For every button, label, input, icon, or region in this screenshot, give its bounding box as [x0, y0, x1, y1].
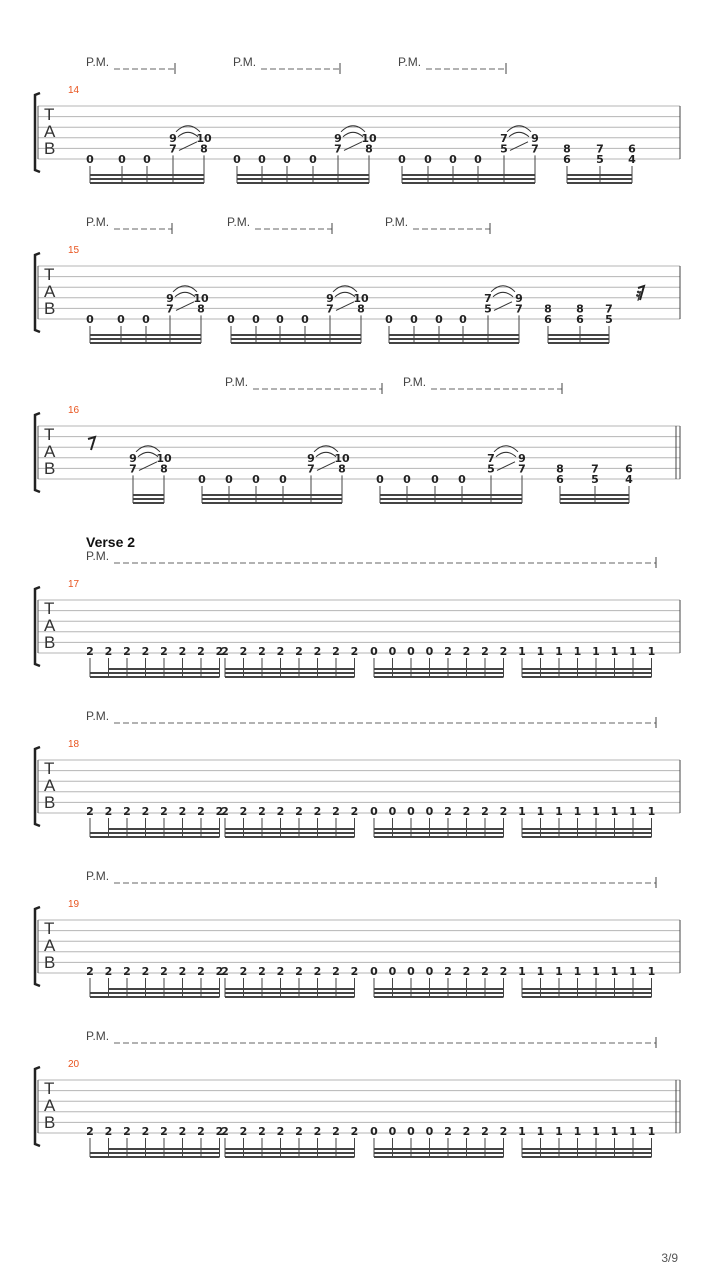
fret-number: 2 [215, 965, 224, 978]
measure-number: 19 [68, 899, 80, 910]
fret-number: 2 [123, 805, 131, 818]
fret-number: 2 [221, 1125, 229, 1138]
fret-number: 2 [104, 1125, 113, 1138]
slide-line [179, 142, 197, 151]
fret-number: 8 [365, 142, 373, 156]
fret-number: 9 [169, 131, 177, 145]
slur [138, 452, 158, 457]
fret-number: 2 [462, 645, 471, 658]
fret-number: 2 [444, 645, 452, 658]
fret-number: 2 [332, 645, 340, 658]
fret-number: 0 [258, 153, 266, 166]
fret-number: 8 [556, 462, 564, 476]
tab-clef-letter: B [44, 299, 56, 318]
fret-number: 1 [555, 645, 563, 658]
fret-number: 2 [104, 805, 113, 818]
fret-number: 6 [563, 153, 571, 166]
fret-number: 5 [605, 313, 613, 326]
fret-number: 1 [592, 805, 600, 818]
tab-system [35, 55, 680, 183]
fret-number: 2 [197, 645, 205, 658]
fret-number: 2 [462, 1125, 471, 1138]
tab-clef-letter: A [44, 936, 56, 955]
fret-number: 7 [166, 302, 174, 316]
fret-number: 0 [388, 645, 397, 658]
fret-number: 1 [518, 965, 526, 978]
fret-number: 1 [629, 805, 637, 818]
fret-number: 1 [536, 965, 545, 978]
fret-number: 0 [425, 965, 434, 978]
slide-line [344, 142, 362, 151]
fret-number: 2 [295, 805, 303, 818]
tab-clef-letter: T [44, 919, 55, 938]
slur [175, 292, 195, 297]
fret-number: 2 [86, 645, 94, 658]
fret-number: 1 [536, 805, 545, 818]
palm-mute-label: P.M. [86, 55, 110, 69]
fret-number: 1 [592, 1125, 600, 1138]
slur [496, 452, 516, 457]
fret-number: 2 [332, 1125, 340, 1138]
slur [335, 292, 355, 297]
fret-number: 0 [86, 313, 94, 326]
palm-mute-label: P.M. [86, 1029, 110, 1043]
fret-number: 1 [610, 645, 619, 658]
fret-number: 9 [129, 451, 137, 465]
fret-number: 2 [215, 805, 224, 818]
fret-number: 1 [536, 1125, 545, 1138]
fret-number: 10 [353, 291, 369, 305]
tab-clef-letter: A [44, 776, 56, 795]
fret-number: 0 [283, 153, 291, 166]
fret-number: 10 [156, 451, 172, 465]
fret-number: 2 [239, 1125, 248, 1138]
measure-number: 17 [68, 579, 80, 590]
fret-number: 2 [221, 645, 229, 658]
fret-number: 0 [407, 805, 415, 818]
fret-number: 1 [610, 1125, 619, 1138]
tab-system [35, 534, 680, 677]
fret-number: 2 [499, 1125, 508, 1138]
fret-number: 8 [357, 302, 365, 316]
fret-number: 0 [425, 805, 434, 818]
fret-number: 1 [629, 965, 637, 978]
fret-number: 2 [86, 805, 94, 818]
fret-number: 0 [435, 313, 443, 326]
slur [343, 132, 363, 137]
tab-clef-letter: T [44, 265, 55, 284]
fret-number: 0 [252, 313, 260, 326]
fret-number: 2 [239, 965, 248, 978]
tab-clef-letter: T [44, 1079, 55, 1098]
fret-number: 2 [178, 645, 187, 658]
palm-mute-label: P.M. [385, 215, 409, 229]
fret-number: 2 [350, 805, 359, 818]
fret-number: 2 [276, 805, 285, 818]
fret-number: 6 [544, 313, 552, 326]
tab-clef-letter: B [44, 1113, 56, 1132]
fret-number: 2 [444, 965, 452, 978]
fret-number: 2 [197, 965, 205, 978]
fret-number: 7 [487, 451, 495, 465]
fret-number: 0 [449, 153, 457, 166]
fret-number: 1 [610, 965, 619, 978]
fret-number: 0 [388, 1125, 397, 1138]
slide-line [139, 462, 157, 471]
slide-line [317, 462, 335, 471]
fret-number: 1 [555, 1125, 563, 1138]
fret-number: 0 [233, 153, 241, 166]
fret-number: 2 [350, 645, 359, 658]
fret-number: 0 [301, 313, 309, 326]
fret-number: 1 [555, 965, 563, 978]
slur [491, 286, 515, 292]
fret-number: 0 [385, 313, 393, 326]
fret-number: 2 [104, 965, 113, 978]
fret-number: 1 [518, 645, 526, 658]
fret-number: 2 [276, 965, 285, 978]
fret-number: 7 [531, 142, 539, 156]
fret-number: 0 [143, 153, 151, 166]
fret-number: 2 [160, 805, 168, 818]
fret-number: 0 [403, 473, 411, 486]
fret-number: 1 [592, 965, 600, 978]
palm-mute-label: P.M. [398, 55, 422, 69]
fret-number: 2 [123, 645, 131, 658]
fret-number: 0 [474, 153, 482, 166]
fret-number: 6 [625, 462, 633, 476]
fret-number: 1 [518, 805, 526, 818]
fret-number: 2 [499, 645, 508, 658]
fret-number: 2 [444, 1125, 452, 1138]
fret-number: 2 [276, 645, 285, 658]
tab-clef-letter: B [44, 953, 56, 972]
fret-number: 0 [86, 153, 94, 166]
palm-mute-label: P.M. [225, 375, 249, 389]
fret-number: 2 [178, 805, 187, 818]
fret-number: 2 [313, 1125, 322, 1138]
fret-number: 2 [481, 1125, 489, 1138]
slide-line [176, 302, 194, 311]
fret-number: 2 [86, 965, 94, 978]
fret-number: 0 [227, 313, 235, 326]
fret-number: 5 [484, 302, 492, 316]
fret-number: 9 [515, 291, 523, 305]
fret-number: 5 [591, 473, 599, 486]
rest-symbol: 𝄿 [636, 285, 642, 304]
slide-line [336, 302, 354, 311]
fret-number: 2 [160, 645, 168, 658]
fret-number: 6 [556, 473, 564, 486]
tab-clef-letter: A [44, 1096, 56, 1115]
slide-line [494, 302, 512, 311]
fret-number: 8 [338, 462, 346, 476]
fret-number: 0 [370, 805, 378, 818]
slur [316, 452, 336, 457]
slide-line [510, 142, 528, 151]
fret-number: 5 [596, 153, 604, 166]
fret-number: 2 [215, 645, 224, 658]
fret-number: 2 [481, 965, 489, 978]
tab-clef-letter: B [44, 633, 56, 652]
fret-number: 2 [123, 1125, 131, 1138]
measure-number: 20 [68, 1059, 80, 1070]
fret-number: 0 [425, 1125, 434, 1138]
fret-number: 10 [361, 131, 377, 145]
fret-number: 0 [142, 313, 150, 326]
palm-mute-label: P.M. [233, 55, 257, 69]
fret-number: 0 [370, 1125, 378, 1138]
slur [509, 132, 529, 137]
tab-system [35, 869, 680, 997]
fret-number: 1 [647, 965, 656, 978]
fret-number: 0 [431, 473, 439, 486]
fret-number: 0 [407, 965, 415, 978]
fret-number: 7 [334, 142, 342, 156]
fret-number: 0 [410, 313, 418, 326]
fret-number: 7 [515, 302, 523, 316]
fret-number: 1 [647, 645, 656, 658]
fret-number: 7 [596, 142, 604, 156]
fret-number: 2 [215, 1125, 224, 1138]
fret-number: 2 [332, 965, 340, 978]
fret-number: 2 [295, 965, 303, 978]
tab-clef-letter: B [44, 459, 56, 478]
fret-number: 0 [117, 313, 125, 326]
fret-number: 8 [544, 302, 552, 316]
fret-number: 2 [481, 805, 489, 818]
fret-number: 1 [647, 1125, 656, 1138]
rest-symbol [88, 437, 95, 450]
tab-clef-letter: T [44, 599, 55, 618]
fret-number: 1 [647, 805, 656, 818]
fret-number: 0 [276, 313, 284, 326]
tab-system [35, 375, 680, 503]
fret-number: 2 [350, 1125, 359, 1138]
fret-number: 2 [499, 805, 508, 818]
fret-number: 10 [334, 451, 350, 465]
fret-number: 9 [531, 131, 539, 145]
fret-number: 0 [398, 153, 406, 166]
fret-number: 1 [573, 645, 582, 658]
fret-number: 10 [196, 131, 212, 145]
fret-number: 7 [500, 131, 508, 145]
tab-clef-letter: B [44, 139, 56, 158]
fret-number: 2 [178, 1125, 187, 1138]
fret-number: 7 [169, 142, 177, 156]
fret-number: 2 [104, 645, 113, 658]
fret-number: 2 [141, 965, 150, 978]
tab-clef-letter: B [44, 793, 56, 812]
palm-mute-label: P.M. [86, 869, 110, 883]
fret-number: 9 [166, 291, 174, 305]
fret-number: 2 [295, 1125, 303, 1138]
fret-number: 2 [313, 805, 322, 818]
fret-number: 2 [239, 645, 248, 658]
slur [494, 446, 518, 452]
fret-number: 0 [407, 1125, 415, 1138]
slur [178, 132, 198, 137]
fret-number: 2 [178, 965, 187, 978]
tab-clef-letter: A [44, 122, 56, 141]
fret-number: 4 [625, 473, 633, 486]
fret-number: 2 [462, 805, 471, 818]
fret-number: 0 [424, 153, 432, 166]
fret-number: 2 [160, 965, 168, 978]
palm-mute-label: P.M. [86, 215, 110, 229]
fret-number: 2 [499, 965, 508, 978]
fret-number: 2 [258, 645, 266, 658]
fret-number: 6 [576, 313, 584, 326]
fret-number: 0 [118, 153, 126, 166]
fret-number: 2 [258, 965, 266, 978]
fret-number: 1 [573, 965, 582, 978]
fret-number: 2 [295, 645, 303, 658]
fret-number: 8 [563, 142, 571, 156]
tab-system [35, 215, 680, 343]
fret-number: 2 [141, 1125, 150, 1138]
fret-number: 9 [518, 451, 526, 465]
palm-mute-label: P.M. [403, 375, 427, 389]
fret-number: 2 [141, 645, 150, 658]
tab-clef-letter: T [44, 425, 55, 444]
fret-number: 0 [425, 645, 434, 658]
fret-number: 2 [239, 805, 248, 818]
fret-number: 0 [458, 473, 466, 486]
measure-number: 14 [68, 85, 80, 96]
fret-number: 9 [334, 131, 342, 145]
fret-number: 0 [252, 473, 260, 486]
fret-number: 0 [370, 965, 378, 978]
fret-number: 10 [193, 291, 209, 305]
fret-number: 9 [307, 451, 315, 465]
fret-number: 2 [160, 1125, 168, 1138]
fret-number: 2 [197, 1125, 205, 1138]
fret-number: 0 [388, 805, 397, 818]
fret-number: 1 [592, 645, 600, 658]
fret-number: 7 [129, 462, 137, 476]
fret-number: 9 [326, 291, 334, 305]
fret-number: 7 [326, 302, 334, 316]
fret-number: 0 [309, 153, 317, 166]
fret-number: 7 [518, 462, 526, 476]
fret-number: 2 [462, 965, 471, 978]
palm-mute-label: P.M. [227, 215, 251, 229]
fret-number: 2 [444, 805, 452, 818]
fret-number: 2 [313, 965, 322, 978]
fret-number: 1 [555, 805, 563, 818]
fret-number: 7 [605, 302, 613, 316]
fret-number: 1 [518, 1125, 526, 1138]
fret-number: 5 [487, 462, 495, 476]
fret-number: 0 [225, 473, 233, 486]
fret-number: 2 [141, 805, 150, 818]
slur [493, 292, 513, 297]
fret-number: 2 [86, 1125, 94, 1138]
fret-number: 7 [484, 291, 492, 305]
fret-number: 8 [200, 142, 208, 156]
fret-number: 2 [258, 805, 266, 818]
fret-number: 2 [221, 805, 229, 818]
fret-number: 4 [628, 153, 636, 166]
fret-number: 6 [628, 142, 636, 156]
fret-number: 2 [481, 645, 489, 658]
fret-number: 1 [573, 805, 582, 818]
tab-clef-letter: T [44, 759, 55, 778]
palm-mute-label: P.M. [86, 709, 110, 723]
slide-line [497, 462, 515, 471]
palm-mute-label: P.M. [86, 549, 110, 563]
fret-number: 1 [536, 645, 545, 658]
fret-number: 2 [123, 965, 131, 978]
fret-number: 0 [198, 473, 206, 486]
fret-number: 0 [459, 313, 467, 326]
fret-number: 2 [332, 805, 340, 818]
fret-number: 1 [573, 1125, 582, 1138]
fret-number: 2 [258, 1125, 266, 1138]
fret-number: 7 [591, 462, 599, 476]
fret-number: 0 [376, 473, 384, 486]
fret-number: 5 [500, 142, 508, 156]
fret-number: 8 [197, 302, 205, 316]
fret-number: 8 [160, 462, 168, 476]
measure-number: 15 [68, 245, 80, 256]
tab-clef-letter: T [44, 105, 55, 124]
tab-clef-letter: A [44, 442, 56, 461]
fret-number: 0 [279, 473, 287, 486]
fret-number: 1 [629, 1125, 637, 1138]
fret-number: 2 [350, 965, 359, 978]
fret-number: 0 [388, 965, 397, 978]
fret-number: 2 [276, 1125, 285, 1138]
page-number: 3/9 [661, 1251, 678, 1265]
fret-number: 2 [313, 645, 322, 658]
fret-number: 1 [610, 805, 619, 818]
tab-clef-letter: A [44, 616, 56, 635]
fret-number: 0 [370, 645, 378, 658]
tab-clef-letter: A [44, 282, 56, 301]
tab-system [35, 709, 680, 837]
tab-system [35, 1029, 680, 1157]
fret-number: 7 [307, 462, 315, 476]
fret-number: 2 [221, 965, 229, 978]
fret-number: 1 [629, 645, 637, 658]
measure-number: 16 [68, 405, 80, 416]
section-label: Verse 2 [86, 534, 136, 550]
fret-number: 8 [576, 302, 584, 316]
measure-number: 18 [68, 739, 80, 750]
fret-number: 2 [197, 805, 205, 818]
fret-number: 0 [407, 645, 415, 658]
